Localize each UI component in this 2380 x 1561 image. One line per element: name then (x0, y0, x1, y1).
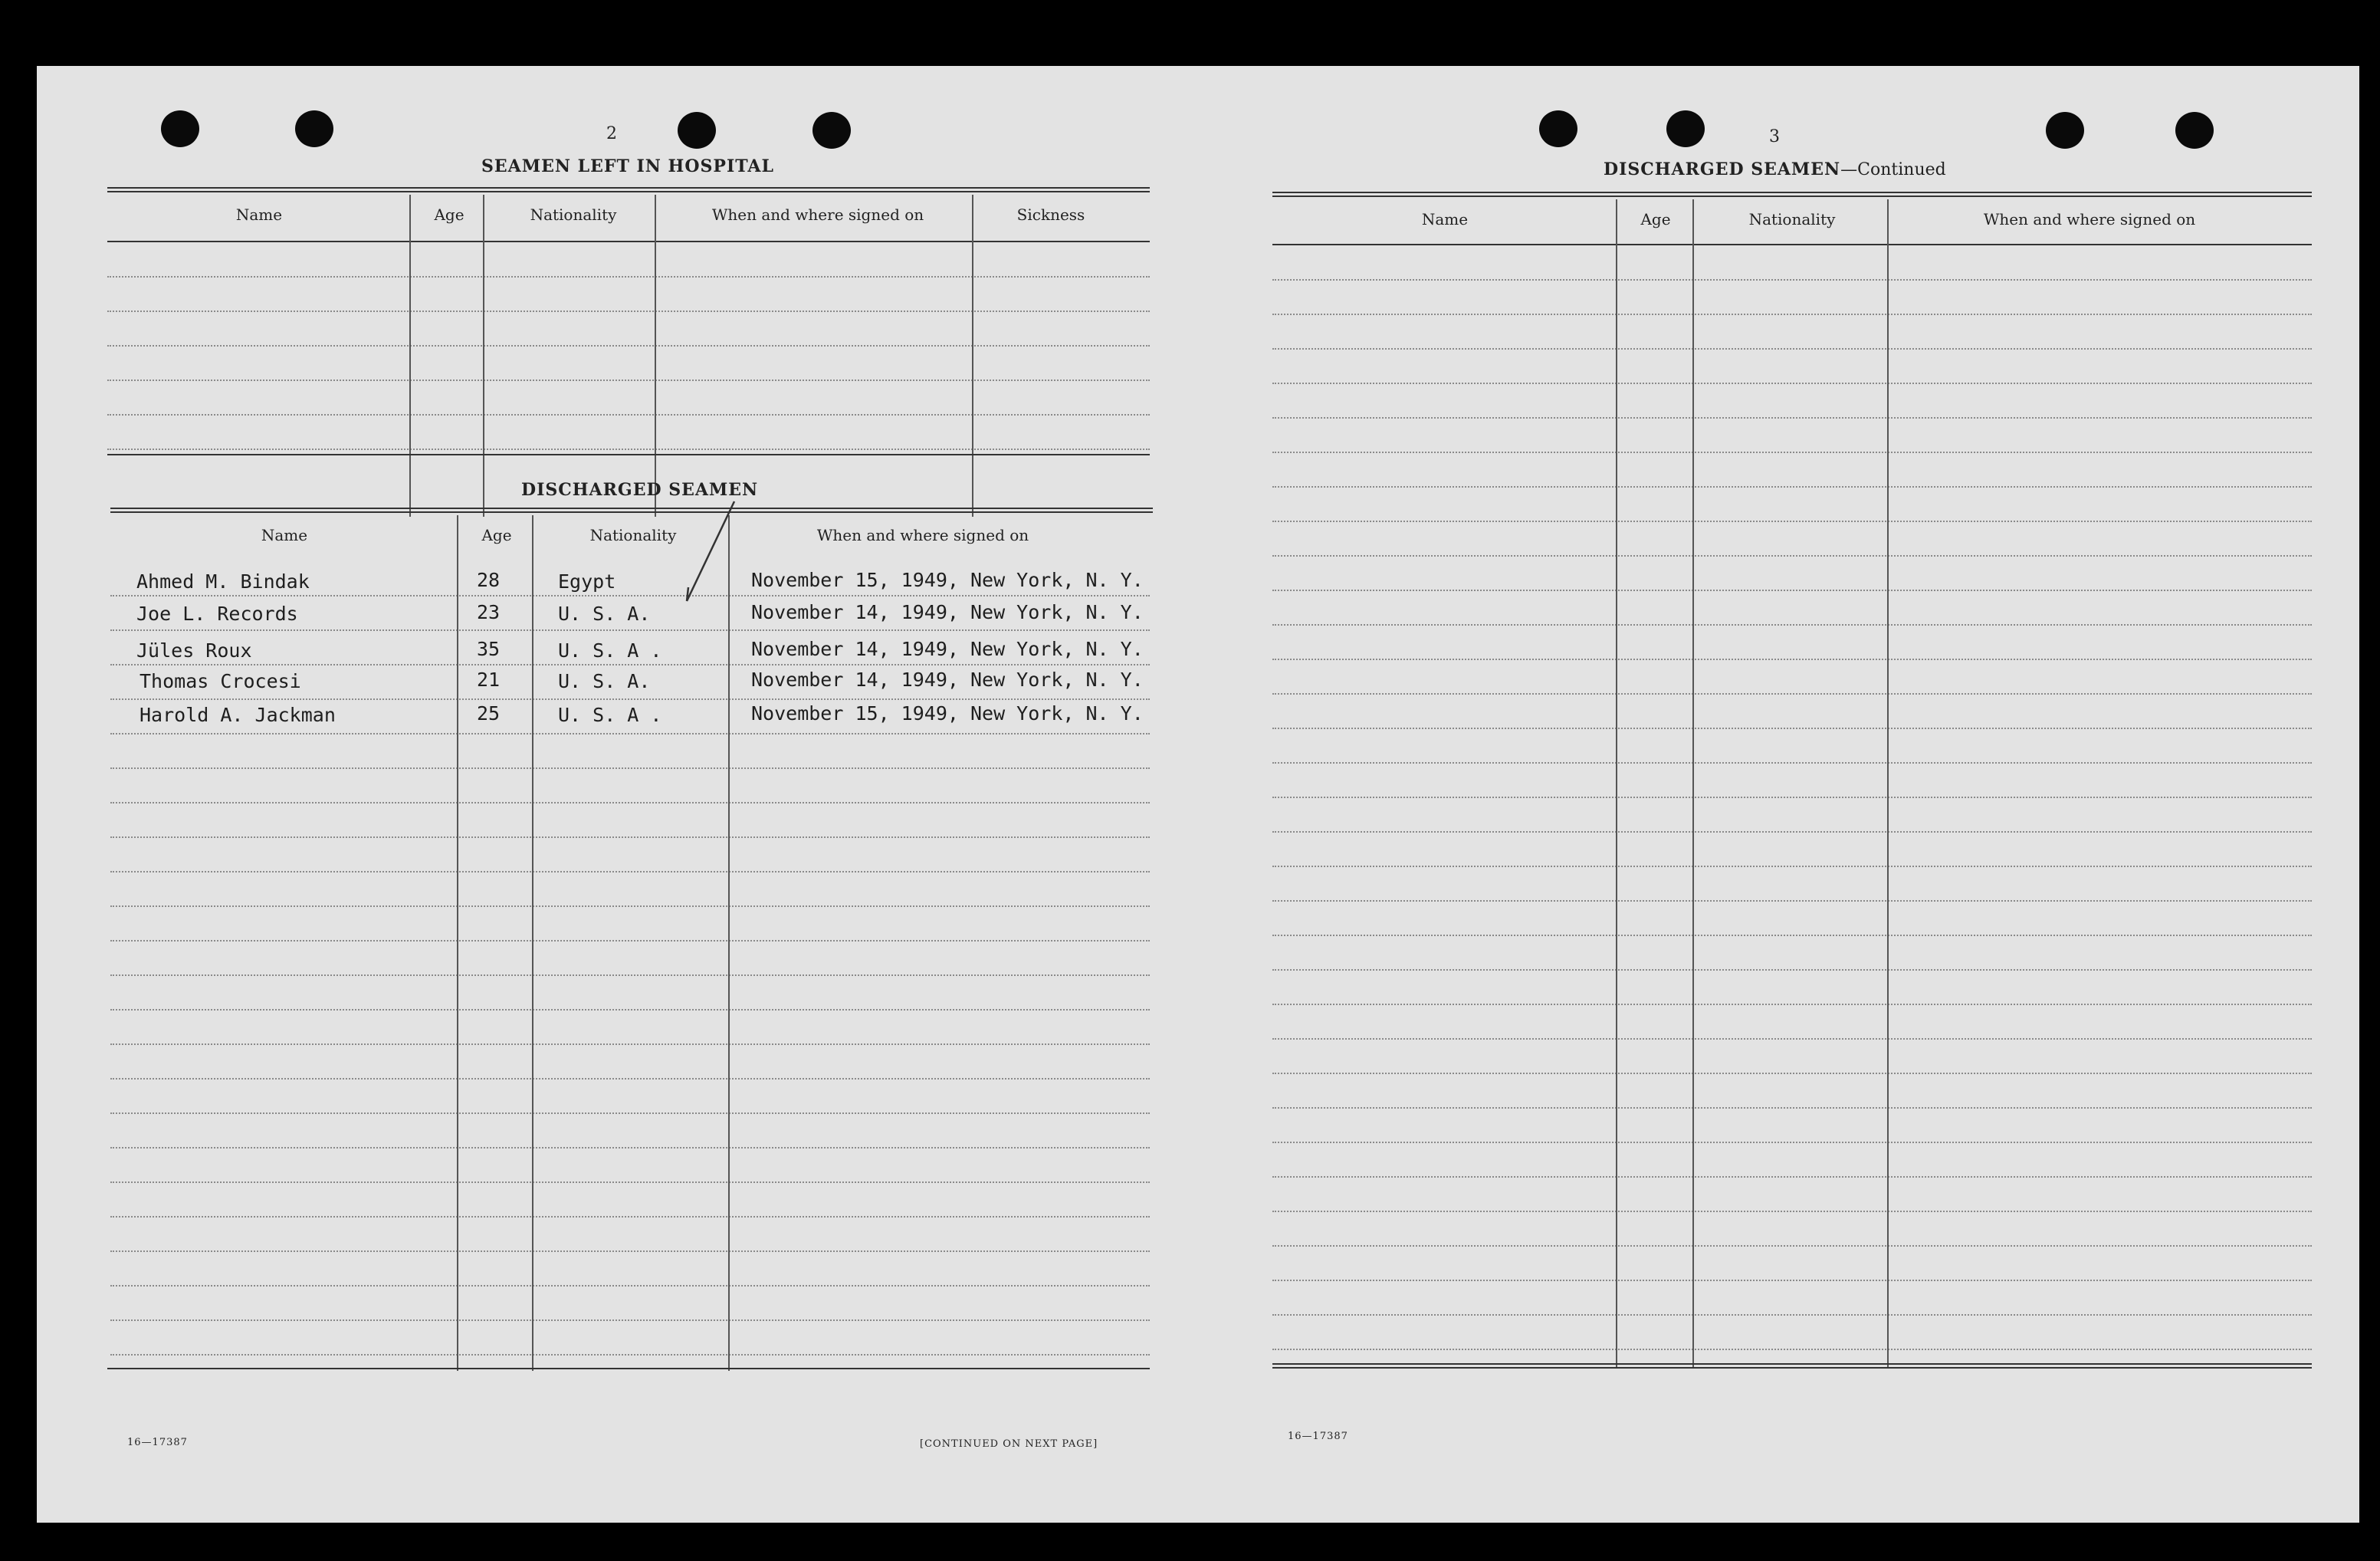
right-top-rule (1272, 192, 2312, 197)
ruled-line (110, 871, 1150, 873)
right-column-divider (1887, 199, 1889, 1368)
hospital-section-title: SEAMEN LEFT IN HOSPITAL (481, 156, 774, 176)
punch-hole (1539, 110, 1577, 147)
ruled-line (1272, 417, 2312, 419)
hospital-header-signed-on: When and where signed on (711, 205, 924, 224)
ruled-line (1272, 1176, 2312, 1178)
row-signed-on: November 15, 1949, New York, N. Y. (751, 569, 1144, 591)
form-number-left: 16—17387 (127, 1437, 188, 1448)
row-signed-on: November 14, 1949, New York, N. Y. (751, 638, 1144, 660)
ruled-line (107, 311, 1150, 312)
ruled-line (110, 836, 1150, 838)
discharged-column-divider (457, 515, 458, 1371)
ruled-line (1272, 659, 2312, 660)
hospital-header-sickness: Sickness (1016, 205, 1085, 224)
discharged-header-nationality: Nationality (589, 526, 677, 544)
ruled-line (1272, 1142, 2312, 1143)
punch-hole (678, 112, 716, 149)
discharged-top-rule (110, 508, 1153, 513)
hospital-column-divider (409, 195, 411, 517)
discharged-bottom-rule (107, 1368, 1150, 1369)
ruled-line (1272, 1073, 2312, 1074)
discharged-column-divider (532, 515, 533, 1371)
ruled-line (1272, 728, 2312, 729)
continued-note: [CONTINUED ON NEXT PAGE] (920, 1438, 1098, 1450)
right-section-title (1604, 159, 1946, 179)
ruled-line (1272, 279, 2312, 281)
ruled-line (1272, 314, 2312, 315)
ruled-line (1272, 762, 2312, 764)
ruled-line (107, 414, 1150, 416)
punch-hole (2046, 112, 2084, 149)
form-number-right: 16—17387 (1288, 1431, 1348, 1442)
page-number-left: 2 (606, 124, 617, 143)
right-header-signed-on: When and where signed on (1983, 210, 2196, 228)
ruled-line (110, 802, 1150, 804)
ruled-line (1272, 1349, 2312, 1350)
ruled-line (110, 1147, 1150, 1149)
ruled-line (1272, 452, 2312, 453)
ruled-line (110, 1181, 1150, 1183)
ruled-line (110, 595, 1150, 596)
right-header-age: Age (1640, 210, 1671, 228)
row-name: Jüles Roux (136, 639, 252, 662)
ruled-line (107, 449, 1150, 450)
hospital-header-nationality: Nationality (530, 205, 617, 224)
ruled-line (110, 1285, 1150, 1287)
ruled-line (110, 1009, 1150, 1011)
ruled-line (107, 276, 1150, 278)
ruled-line (1272, 831, 2312, 833)
ruled-line (110, 905, 1150, 907)
hospital-bottom-rule (107, 454, 1150, 455)
row-name: Ahmed M. Bindak (136, 570, 310, 593)
ruled-line (1272, 1245, 2312, 1247)
ruled-line (110, 974, 1150, 976)
ruled-line (110, 767, 1150, 769)
row-age: 23 (477, 601, 501, 623)
right-section-title-suffix: —Continued (1840, 160, 1946, 179)
discharged-header-age: Age (481, 526, 512, 544)
ruled-line (1272, 1314, 2312, 1316)
ruled-line (110, 1250, 1150, 1252)
row-nationality: U. S. A . (558, 639, 662, 662)
ruled-line (1272, 693, 2312, 695)
row-signed-on: November 14, 1949, New York, N. Y. (751, 601, 1144, 623)
row-name: Joe L. Records (136, 603, 298, 625)
ruled-line (1272, 1004, 2312, 1005)
row-signed-on: November 15, 1949, New York, N. Y. (751, 702, 1144, 725)
ruled-line (110, 698, 1150, 700)
ruled-line (1272, 866, 2312, 867)
ruled-line (1272, 348, 2312, 350)
ruled-line (1272, 486, 2312, 488)
row-signed-on: November 14, 1949, New York, N. Y. (751, 669, 1144, 691)
hospital-column-divider (972, 195, 973, 517)
right-column-divider (1616, 199, 1617, 1368)
right-column-divider (1692, 199, 1694, 1368)
hospital-header-age: Age (434, 205, 465, 224)
ruled-line (1272, 624, 2312, 626)
ruled-line (1272, 797, 2312, 798)
ruled-line (107, 380, 1150, 381)
row-name: Harold A. Jackman (140, 704, 336, 726)
right-header-name: Name (1421, 210, 1469, 228)
ruled-line (110, 629, 1150, 631)
row-nationality: U. S. A . (558, 704, 662, 726)
ruled-line (1272, 555, 2312, 557)
ruled-line (110, 1319, 1150, 1321)
ruled-line (110, 1043, 1150, 1045)
row-age: 25 (477, 702, 501, 725)
ruled-line (1272, 1038, 2312, 1040)
right-header-rule (1272, 244, 2312, 245)
row-age: 35 (477, 638, 501, 660)
ruled-line (110, 1216, 1150, 1218)
page-number-right: 3 (1769, 127, 1780, 146)
hospital-header-rule (107, 241, 1150, 242)
ruled-line (110, 940, 1150, 942)
document-sheet (37, 66, 2359, 1523)
ruled-line (1272, 969, 2312, 971)
punch-hole (295, 110, 333, 147)
ruled-line (1272, 521, 2312, 522)
punch-hole (161, 110, 199, 147)
row-nationality: U. S. A. (558, 670, 651, 692)
ruled-line (107, 345, 1150, 347)
ruled-line (110, 1112, 1150, 1114)
ruled-line (1272, 1280, 2312, 1281)
punch-hole (812, 112, 851, 149)
punch-hole (1666, 110, 1705, 147)
discharged-header-signed-on: When and where signed on (816, 526, 1029, 544)
ruled-line (1272, 935, 2312, 936)
hospital-column-divider (483, 195, 484, 517)
row-nationality: U. S. A. (558, 603, 651, 625)
row-nationality: Egypt (558, 570, 616, 593)
hospital-header-name: Name (235, 205, 283, 224)
hospital-column-divider (655, 195, 656, 517)
ruled-line (110, 1354, 1150, 1356)
discharged-header-name: Name (261, 526, 308, 544)
right-header-nationality: Nationality (1748, 210, 1836, 228)
ruled-line (110, 733, 1150, 734)
ruled-line (110, 1078, 1150, 1080)
check-mark-icon (635, 495, 788, 664)
row-age: 21 (477, 669, 501, 691)
right-section-title-main: DISCHARGED SEAMEN (1604, 159, 1841, 179)
punch-hole (2175, 112, 2214, 149)
ruled-line (1272, 383, 2312, 384)
right-bottom-rule (1272, 1363, 2312, 1369)
hospital-top-rule (107, 187, 1150, 192)
row-age: 28 (477, 569, 501, 591)
ruled-line (1272, 900, 2312, 902)
ruled-line (1272, 1211, 2312, 1212)
row-name: Thomas Crocesi (140, 670, 301, 692)
discharged-section-title: DISCHARGED SEAMEN (521, 480, 759, 500)
ruled-line (110, 664, 1150, 665)
ruled-line (1272, 590, 2312, 591)
ruled-line (1272, 1107, 2312, 1109)
